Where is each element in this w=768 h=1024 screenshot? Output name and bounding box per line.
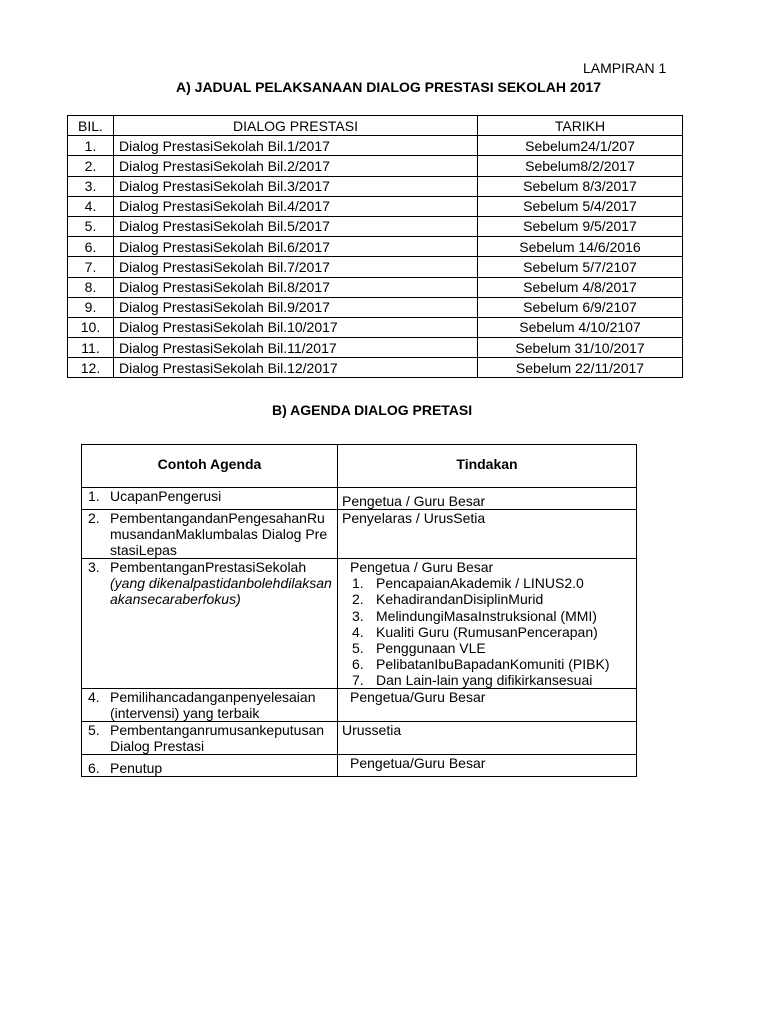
dialog-cell: Dialog PrestasiSekolah Bil.12/2017: [114, 358, 478, 378]
table-row: [68, 156, 683, 176]
agenda-tindakan: Pengetua/Guru Besar: [350, 755, 486, 772]
list-item: [342, 624, 632, 640]
bil-cell: 9.: [68, 297, 114, 317]
agenda-table: [81, 444, 637, 777]
agenda-number: 1.: [88, 488, 100, 504]
agenda-number: 3.: [88, 559, 100, 576]
agenda-tindakan: Penyelaras / UrusSetia: [342, 510, 486, 526]
list-item-number: 2.: [352, 591, 364, 608]
dialog-cell: Dialog PrestasiSekolah Bil.11/2017: [114, 338, 478, 358]
agenda-tindakan: Pengetua / Guru Besar: [350, 559, 494, 576]
tarikh-cell: Sebelum 22/11/2017: [478, 358, 683, 378]
dialog-cell: Dialog PrestasiSekolah Bil.4/2017: [114, 196, 478, 216]
agenda-row: [82, 755, 637, 777]
tarikh-cell: Sebelum 5/4/2017: [478, 196, 683, 216]
agenda-text: Pembentanganrumusankeputusan Dialog Prestasi: [110, 722, 325, 755]
dialog-cell: Dialog PrestasiSekolah Bil.3/2017: [114, 176, 478, 196]
dialog-cell: Dialog PrestasiSekolah Bil.5/2017: [114, 216, 478, 236]
bil-cell: 10.: [68, 317, 114, 337]
table-row: [68, 237, 683, 257]
agenda-tindakan: Urussetia: [342, 722, 402, 739]
list-item-number: 4.: [352, 623, 364, 640]
tarikh-cell: Sebelum 5/7/2107: [478, 257, 683, 277]
agenda-row: [82, 722, 637, 755]
tarikh-cell: Sebelum 9/5/2017: [478, 216, 683, 236]
list-item-text: PencapaianAkademik / LINUS2.0: [376, 575, 584, 592]
bil-cell: 2.: [68, 156, 114, 176]
list-item-text: KehadirandanDisiplinMurid: [376, 591, 544, 608]
column-header-tindakan: Tindakan: [338, 445, 637, 488]
schedule-table: [67, 115, 683, 378]
list-item: [342, 640, 632, 656]
dialog-cell: Dialog PrestasiSekolah Bil.1/2017: [114, 136, 478, 156]
tarikh-cell: Sebelum24/1/207: [478, 136, 683, 156]
list-item-number: 6.: [352, 655, 364, 672]
agenda-row: [82, 689, 637, 722]
section-a-title: A) JADUAL PELAKSANAAN DIALOG PRESTASI SEKOLAH 2017: [176, 79, 601, 95]
agenda-text: Penutup: [110, 760, 163, 777]
dialog-cell: Dialog PrestasiSekolah Bil.8/2017: [114, 277, 478, 297]
agenda-number: 4.: [88, 689, 100, 706]
dialog-cell: Dialog PrestasiSekolah Bil.10/2017: [114, 317, 478, 337]
bil-cell: 8.: [68, 277, 114, 297]
list-item: [342, 608, 632, 624]
agenda-text: Pemilihancadanganpenyelesaian (intervensi) yang terbaik: [110, 689, 316, 722]
bil-cell: 3.: [68, 176, 114, 196]
table-row: [68, 317, 683, 337]
bil-cell: 6.: [68, 237, 114, 257]
agenda-header-row: [82, 445, 637, 488]
table-row: [68, 216, 683, 236]
agenda-number: 5.: [88, 722, 100, 739]
bil-cell: 7.: [68, 257, 114, 277]
list-item: [342, 656, 632, 672]
agenda-row: [82, 488, 637, 510]
table-row: [68, 176, 683, 196]
tarikh-cell: Sebelum 4/10/2107: [478, 317, 683, 337]
dialog-cell: Dialog PrestasiSekolah Bil.6/2017: [114, 237, 478, 257]
bil-cell: 5.: [68, 216, 114, 236]
list-item-number: 3.: [352, 607, 364, 624]
dialog-cell: Dialog PrestasiSekolah Bil.2/2017: [114, 156, 478, 176]
dialog-cell: Dialog PrestasiSekolah Bil.9/2017: [114, 297, 478, 317]
table-row: [68, 297, 683, 317]
lampiran-label: LAMPIRAN 1: [583, 60, 667, 76]
list-item-text: PelibatanIbuBapadanKomuniti (PIBK): [376, 655, 610, 672]
agenda-note: (yang dikenalpastidanbolehdilaksanakansecaraberfokus): [110, 575, 332, 608]
agenda-text: PembentangandanPengesahanRumusandanMaklumbalas Dialog PrestasiLepas: [110, 510, 328, 559]
agenda-text: PembentanganPrestasiSekolah: [110, 559, 307, 576]
agenda-tindakan: Pengetua / Guru Besar: [342, 492, 486, 509]
list-item-text: MelindungiMasaInstruksional (MMI): [376, 607, 597, 624]
column-header-dialog: DIALOG PRESTASI: [114, 116, 478, 136]
table-row: [68, 136, 683, 156]
column-header-agenda: Contoh Agenda: [82, 445, 338, 488]
list-item: [342, 672, 632, 688]
list-item: [342, 575, 632, 591]
list-item-number: 1.: [352, 575, 364, 592]
tarikh-cell: Sebelum 4/8/2017: [478, 277, 683, 297]
table-header-row: [68, 116, 683, 136]
table-row: [68, 358, 683, 378]
tarikh-cell: Sebelum 8/3/2017: [478, 176, 683, 196]
agenda-row: [82, 510, 637, 559]
agenda-tindakan: Pengetua/Guru Besar: [350, 689, 486, 706]
tarikh-cell: Sebelum 14/6/2016: [478, 237, 683, 257]
bil-cell: 1.: [68, 136, 114, 156]
list-item-text: Dan Lain-lain yang difikirkansesuai: [376, 671, 593, 688]
list-item-text: Kualiti Guru (RumusanPencerapan): [376, 623, 598, 640]
agenda-number: 2.: [88, 510, 100, 526]
agenda-row: [82, 559, 637, 689]
table-row: [68, 277, 683, 297]
dialog-cell: Dialog PrestasiSekolah Bil.7/2017: [114, 257, 478, 277]
section-b-title: B) AGENDA DIALOG PRETASI: [272, 402, 473, 418]
bil-cell: 12.: [68, 358, 114, 378]
bil-cell: 11.: [68, 338, 114, 358]
tarikh-cell: Sebelum 31/10/2017: [478, 338, 683, 358]
list-item-number: 5.: [352, 639, 364, 656]
table-row: [68, 338, 683, 358]
table-row: [68, 196, 683, 216]
agenda-text: UcapanPengerusi: [110, 488, 222, 504]
tarikh-cell: Sebelum 6/9/2107: [478, 297, 683, 317]
list-item-number: 7.: [352, 671, 364, 688]
list-item: [342, 591, 632, 607]
table-row: [68, 257, 683, 277]
column-header-bil: BIL.: [68, 116, 114, 136]
bil-cell: 4.: [68, 196, 114, 216]
list-item-text: Penggunaan VLE: [376, 639, 486, 656]
agenda-number: 6.: [88, 760, 100, 777]
column-header-tarikh: TARIKH: [478, 116, 683, 136]
tarikh-cell: Sebelum8/2/2017: [478, 156, 683, 176]
